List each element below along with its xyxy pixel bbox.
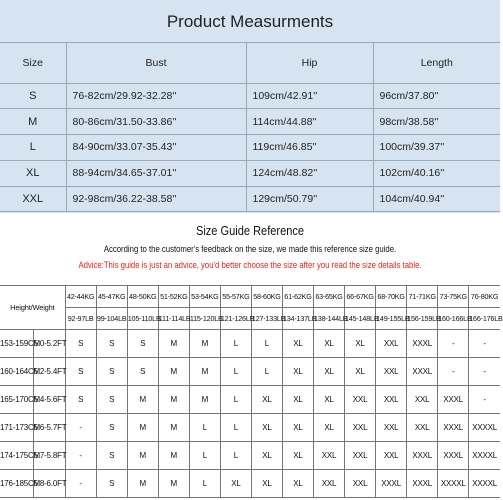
recommended-size-cell: L (220, 386, 251, 414)
recommended-size-cell: XXXL (407, 330, 438, 358)
recommended-size-cell: S (96, 470, 127, 498)
size-guide-row (0, 330, 500, 358)
measurement-cell: 102cm/40.16'' (373, 160, 500, 186)
height-ft-cell: 5.8-6.0FT (33, 470, 65, 498)
size-guide-panel (0, 213, 503, 500)
recommended-size-cell: XL (251, 470, 282, 498)
recommended-size-cell: - (469, 330, 500, 358)
recommended-size-cell: XXXL (438, 414, 469, 442)
recommended-size-cell: XXL (376, 414, 407, 442)
recommended-size-cell: S (127, 358, 158, 386)
recommended-size-cell: XL (314, 358, 345, 386)
size-guide-title: Size Guide Reference (195, 223, 305, 238)
size-guide-row (0, 470, 500, 498)
weight-lb-cell: 92-97LB (65, 308, 96, 330)
height-ft-cell: 5.2-5.4FT (33, 358, 65, 386)
product-measurements-panel (0, 0, 500, 213)
recommended-size-cell: XL (314, 386, 345, 414)
recommended-size-cell: - (65, 470, 96, 498)
recommended-size-cell: XL (251, 442, 282, 470)
weight-kg-cell: 76-80KG (469, 286, 500, 308)
height-ft-cell: 5.7-5.8FT (33, 442, 65, 470)
weight-kg-cell: 45-47KG (96, 286, 127, 308)
recommended-size-cell: L (251, 330, 282, 358)
recommended-size-cell: M (127, 470, 158, 498)
recommended-size-cell: M (127, 442, 158, 470)
recommended-size-cell: XL (282, 414, 313, 442)
measurement-cell: 109cm/42.91'' (246, 83, 373, 109)
recommended-size-cell: M (158, 386, 189, 414)
measurement-cell: 96cm/37.80'' (373, 83, 500, 109)
recommended-size-cell: XXXXL (438, 470, 469, 498)
measurements-table (0, 43, 500, 212)
measurements-title: Product Measurments (0, 0, 500, 43)
size-cell: S (0, 83, 66, 109)
weight-kg-row (0, 286, 500, 308)
weight-kg-cell: 73-75KG (438, 286, 469, 308)
recommended-size-cell: - (469, 358, 500, 386)
measurements-header-cell: Bust (66, 43, 246, 83)
measurements-header-row (0, 43, 500, 83)
measurements-row (0, 83, 500, 109)
recommended-size-cell: XL (282, 358, 313, 386)
height-cm-cell: 176-185CM (0, 470, 33, 498)
weight-kg-cell: 63-65KG (314, 286, 345, 308)
recommended-size-cell: S (96, 442, 127, 470)
recommended-size-cell: - (438, 358, 469, 386)
recommended-size-cell: XXL (376, 386, 407, 414)
recommended-size-cell: XXL (407, 414, 438, 442)
recommended-size-cell: XXL (345, 414, 376, 442)
measurement-cell: 76-82cm/29.92-32.28'' (66, 83, 246, 109)
recommended-size-cell: XXXL (438, 386, 469, 414)
weight-lb-row (0, 308, 500, 330)
weight-lb-cell: 99-104LB (96, 308, 127, 330)
recommended-size-cell: XL (345, 358, 376, 386)
recommended-size-cell: S (96, 358, 127, 386)
recommended-size-cell: M (127, 386, 158, 414)
recommended-size-cell: XL (251, 386, 282, 414)
weight-lb-cell: 145-148LB (345, 308, 376, 330)
weight-lb-cell: 121-126LB (220, 308, 251, 330)
weight-lb-cell: 149-155LB (376, 308, 407, 330)
recommended-size-cell: M (189, 386, 220, 414)
size-guide-table (0, 285, 503, 498)
weight-lb-cell: 156-159LB (407, 308, 438, 330)
recommended-size-cell: - (65, 442, 96, 470)
recommended-size-cell: L (220, 330, 251, 358)
weight-kg-cell: 55-57KG (220, 286, 251, 308)
recommended-size-cell: S (127, 330, 158, 358)
recommended-size-cell: L (189, 442, 220, 470)
recommended-size-cell: M (189, 358, 220, 386)
weight-lb-cell: 105-110LB (127, 308, 158, 330)
weight-lb-cell: 166-176LB (469, 308, 500, 330)
weight-kg-cell: 53-54KG (189, 286, 220, 308)
recommended-size-cell: M (158, 358, 189, 386)
weight-lb-cell: 127-133LB (251, 308, 282, 330)
size-guide-note: According to the customer's feedback on the size, we made this reference size guide. (103, 244, 397, 254)
size-guide-row (0, 358, 500, 386)
recommended-size-cell: XL (345, 330, 376, 358)
height-cm-cell: 174-175CM (0, 442, 33, 470)
size-cell: XXL (0, 186, 66, 212)
recommended-size-cell: L (189, 414, 220, 442)
height-cm-cell: 171-173CM (0, 414, 33, 442)
recommended-size-cell: XXXXL (469, 442, 500, 470)
measurements-header-cell: Length (373, 43, 500, 83)
weight-lb-cell: 160-166LB (438, 308, 469, 330)
weight-kg-cell: 42-44KG (65, 286, 96, 308)
recommended-size-cell: XL (282, 386, 313, 414)
weight-kg-cell: 48-50KG (127, 286, 158, 308)
measurements-row (0, 135, 500, 161)
size-guide-row (0, 442, 500, 470)
recommended-size-cell: M (189, 330, 220, 358)
recommended-size-cell: S (65, 386, 96, 414)
recommended-size-cell: M (127, 414, 158, 442)
weight-kg-cell: 58-60KG (251, 286, 282, 308)
size-guide-row (0, 386, 500, 414)
weight-kg-cell: 61-62KG (282, 286, 313, 308)
weight-kg-cell: 68-70KG (376, 286, 407, 308)
recommended-size-cell: M (158, 442, 189, 470)
recommended-size-cell: XL (282, 330, 313, 358)
weight-lb-cell: 134-137LB (282, 308, 313, 330)
weight-lb-cell: 115-120LB (189, 308, 220, 330)
recommended-size-cell: XXXL (438, 442, 469, 470)
size-cell: L (0, 135, 66, 161)
weight-lb-cell: 111-114LB (158, 308, 189, 330)
recommended-size-cell: XXL (376, 358, 407, 386)
measurements-header-cell: Size (0, 43, 66, 83)
recommended-size-cell: - (65, 414, 96, 442)
recommended-size-cell: M (158, 470, 189, 498)
weight-lb-cell: 138-144LB (314, 308, 345, 330)
height-ft-cell: 5.4-5.6FT (33, 386, 65, 414)
recommended-size-cell: XXL (407, 386, 438, 414)
measurement-cell: 114cm/44.88'' (246, 109, 373, 135)
measurement-cell: 100cm/39.37'' (373, 135, 500, 161)
recommended-size-cell: XXL (345, 470, 376, 498)
weight-kg-cell: 66-67KG (345, 286, 376, 308)
recommended-size-cell: S (65, 330, 96, 358)
recommended-size-cell: M (158, 414, 189, 442)
recommended-size-cell: L (220, 442, 251, 470)
recommended-size-cell: L (220, 358, 251, 386)
measurements-row (0, 109, 500, 135)
size-cell: M (0, 109, 66, 135)
recommended-size-cell: XXXL (407, 442, 438, 470)
recommended-size-cell: XXXL (407, 470, 438, 498)
recommended-size-cell: XL (282, 470, 313, 498)
recommended-size-cell: XL (314, 414, 345, 442)
height-ft-cell: 5.0-5.2FT (33, 330, 65, 358)
recommended-size-cell: XL (314, 330, 345, 358)
recommended-size-cell: XXL (376, 330, 407, 358)
measurement-cell: 129cm/50.79'' (246, 186, 373, 212)
recommended-size-cell: XXXL (376, 470, 407, 498)
height-cm-cell: 165-170CM (0, 386, 33, 414)
height-cm-cell: 153-159CM (0, 330, 33, 358)
height-ft-cell: 5.6-5.7FT (33, 414, 65, 442)
recommended-size-cell: L (220, 414, 251, 442)
size-cell: XL (0, 160, 66, 186)
measurements-row (0, 186, 500, 212)
height-weight-corner: Height/Weight (0, 286, 65, 330)
recommended-size-cell: XXL (314, 470, 345, 498)
size-guide-advice: Advice:This guide is just an advice, you'd better choose the size after you read the size details table. (78, 260, 422, 270)
recommended-size-cell: XXXXL (469, 414, 500, 442)
measurement-cell: 124cm/48.82'' (246, 160, 373, 186)
recommended-size-cell: XL (220, 470, 251, 498)
height-cm-cell: 160-164CM (0, 358, 33, 386)
measurement-cell: 98cm/38.58'' (373, 109, 500, 135)
measurement-cell: 104cm/40.94'' (373, 186, 500, 212)
recommended-size-cell: L (189, 470, 220, 498)
recommended-size-cell: XL (282, 442, 313, 470)
recommended-size-cell: XXXL (407, 358, 438, 386)
measurement-cell: 92-98cm/36.22-38.58'' (66, 186, 246, 212)
recommended-size-cell: - (469, 386, 500, 414)
recommended-size-cell: S (96, 330, 127, 358)
measurement-cell: 84-90cm/33.07-35.43'' (66, 135, 246, 161)
size-guide-row (0, 414, 500, 442)
measurement-cell: 119cm/46.85'' (246, 135, 373, 161)
recommended-size-cell: XXXXL (469, 470, 500, 498)
recommended-size-cell: XXL (376, 442, 407, 470)
recommended-size-cell: S (65, 358, 96, 386)
measurements-row (0, 160, 500, 186)
recommended-size-cell: - (438, 330, 469, 358)
measurement-cell: 80-86cm/31.50-33.86'' (66, 109, 246, 135)
recommended-size-cell: M (158, 330, 189, 358)
measurements-header-cell: Hip (246, 43, 373, 83)
recommended-size-cell: XXL (314, 442, 345, 470)
recommended-size-cell: L (251, 358, 282, 386)
weight-kg-cell: 71-71KG (407, 286, 438, 308)
recommended-size-cell: XXL (345, 442, 376, 470)
recommended-size-cell: XXL (345, 386, 376, 414)
recommended-size-cell: S (96, 414, 127, 442)
weight-kg-cell: 51-52KG (158, 286, 189, 308)
recommended-size-cell: S (96, 386, 127, 414)
recommended-size-cell: XL (251, 414, 282, 442)
measurement-cell: 88-94cm/34.65-37.01'' (66, 160, 246, 186)
